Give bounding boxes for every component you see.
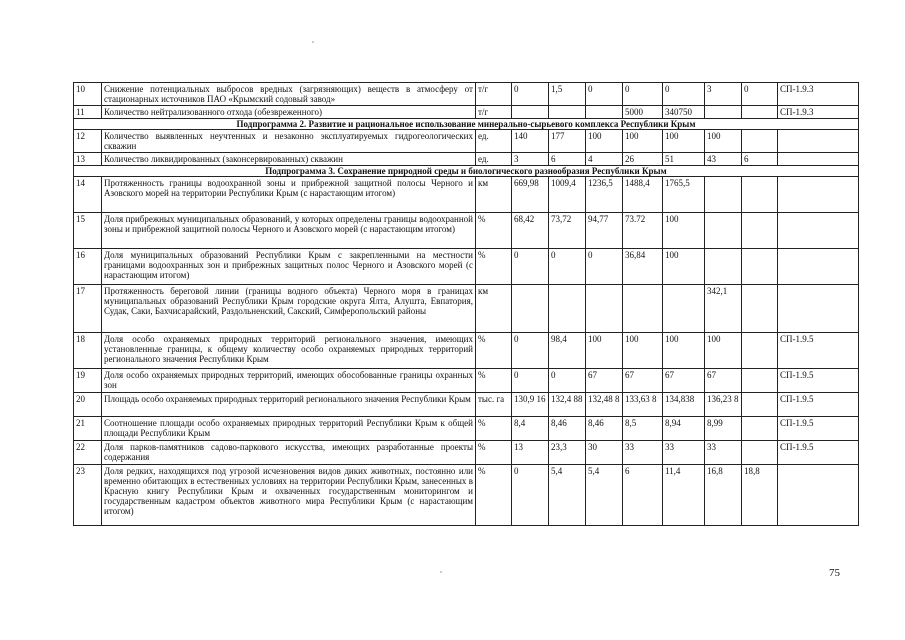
value-cell: 0 xyxy=(512,465,549,526)
table-row xyxy=(74,153,859,166)
table-row xyxy=(74,213,859,249)
value-cell: 67 xyxy=(705,369,742,393)
value-cell: 67 xyxy=(586,369,623,393)
unit-cell: т/г xyxy=(476,106,512,119)
row-number-cell: 15 xyxy=(74,213,102,249)
value-cell: 100 xyxy=(705,333,742,369)
section-title: Подпрограмма 3. Сохранение природной среды и биологического разнообразия Республики Крым xyxy=(74,166,859,177)
value-cell: 132,48 8 xyxy=(586,393,623,417)
row-number-cell: 22 xyxy=(74,441,102,465)
indicator-name-cell: Доля парков-памятников садово-паркового искусства, имеющих разработанные проекты содержания xyxy=(102,441,476,465)
value-cell xyxy=(586,285,623,333)
value-cell: 73,72 xyxy=(549,213,586,249)
reference-cell xyxy=(778,213,859,249)
value-cell: 73.72 xyxy=(623,213,663,249)
section-header-row xyxy=(74,119,859,130)
row-number-cell: 18 xyxy=(74,333,102,369)
table-row xyxy=(74,106,859,119)
reference-cell: СП-1.9.5 xyxy=(778,333,859,369)
value-cell xyxy=(742,249,778,285)
row-number-cell: 11 xyxy=(74,106,102,119)
value-cell: 30 xyxy=(586,441,623,465)
value-cell xyxy=(705,106,742,119)
value-cell: 8,46 xyxy=(549,417,586,441)
value-cell: 134,838 xyxy=(663,393,705,417)
reference-cell: СП-1.9.5 xyxy=(778,393,859,417)
value-cell xyxy=(742,417,778,441)
value-cell: 23,3 xyxy=(549,441,586,465)
value-cell: 100 xyxy=(705,130,742,153)
value-cell: 130,9 16 xyxy=(512,393,549,417)
reference-cell: СП-1.9.5 xyxy=(778,417,859,441)
value-cell xyxy=(663,285,705,333)
value-cell: 1009,4 xyxy=(549,177,586,213)
row-number-cell: 13 xyxy=(74,153,102,166)
value-cell xyxy=(742,213,778,249)
value-cell: 13 xyxy=(512,441,549,465)
value-cell xyxy=(742,285,778,333)
row-number-cell: 12 xyxy=(74,130,102,153)
page-number: 75 xyxy=(829,567,840,579)
table-row xyxy=(74,333,859,369)
row-number-cell: 14 xyxy=(74,177,102,213)
reference-cell: СП-1.9.5 xyxy=(778,369,859,393)
value-cell: 8,46 xyxy=(586,417,623,441)
reference-cell xyxy=(778,465,859,526)
value-cell: 100 xyxy=(586,333,623,369)
value-cell: 133,63 8 xyxy=(623,393,663,417)
unit-cell: ед. xyxy=(476,153,512,166)
value-cell: 140 xyxy=(512,130,549,153)
value-cell: 1765,5 xyxy=(663,177,705,213)
value-cell: 0 xyxy=(663,83,705,106)
table-row xyxy=(74,417,859,441)
value-cell: 342,1 xyxy=(705,285,742,333)
scan-speck xyxy=(312,41,314,43)
value-cell xyxy=(705,177,742,213)
indicator-name-cell: Количество ликвидированных (законсервированных) скважин xyxy=(102,153,476,166)
section-title: Подпрограмма 2. Развитие и рациональное использование минерально-сырьевого комплекса Республики Крым xyxy=(74,119,859,130)
scan-speck xyxy=(440,571,442,573)
indicator-name-cell: Снижение потенциальных выбросов вредных (загрязняющих) веществ в атмосферу от стационарных источников ПАО «Крымский содовый завод» xyxy=(102,83,476,106)
reference-cell xyxy=(778,177,859,213)
value-cell: 43 xyxy=(705,153,742,166)
value-cell: 67 xyxy=(623,369,663,393)
row-number-cell: 10 xyxy=(74,83,102,106)
value-cell: 0 xyxy=(549,369,586,393)
value-cell: 0 xyxy=(742,83,778,106)
value-cell: 0 xyxy=(586,249,623,285)
value-cell xyxy=(623,285,663,333)
table-row xyxy=(74,441,859,465)
unit-cell: ед. xyxy=(476,130,512,153)
value-cell: 3 xyxy=(705,83,742,106)
value-cell: 340750 xyxy=(663,106,705,119)
indicator-name-cell: Доля особо охраняемых природных территорий регионального значения, имеющих установленные границы, к общему количеству особо охраняемых природных территорий регионального значения Республики Крым xyxy=(102,333,476,369)
table-row xyxy=(74,249,859,285)
value-cell: 4 xyxy=(586,153,623,166)
value-cell xyxy=(705,213,742,249)
value-cell: 6 xyxy=(623,465,663,526)
value-cell: 100 xyxy=(663,130,705,153)
value-cell xyxy=(742,393,778,417)
value-cell: 100 xyxy=(623,333,663,369)
value-cell: 1,5 xyxy=(549,83,586,106)
indicator-name-cell: Количество нейтрализованного отхода (обезвреженного) xyxy=(102,106,476,119)
value-cell: 0 xyxy=(512,369,549,393)
value-cell: 6 xyxy=(742,153,778,166)
reference-cell: СП-1.9.5 xyxy=(778,441,859,465)
table-body xyxy=(74,83,859,526)
table-row xyxy=(74,130,859,153)
unit-cell: % xyxy=(476,417,512,441)
indicator-name-cell: Количество выявленных неучтенных и незаконно эксплуатируемых гидрогеологических скважин xyxy=(102,130,476,153)
value-cell: 18,8 xyxy=(742,465,778,526)
value-cell: 11,4 xyxy=(663,465,705,526)
unit-cell: % xyxy=(476,249,512,285)
value-cell xyxy=(742,369,778,393)
value-cell: 0 xyxy=(512,333,549,369)
value-cell: 36,84 xyxy=(623,249,663,285)
value-cell: 26 xyxy=(623,153,663,166)
value-cell: 0 xyxy=(512,249,549,285)
value-cell: 177 xyxy=(549,130,586,153)
indicator-name-cell: Протяженность границы водоохранной зоны и прибрежной защитной полосы Черного и Азовского морей на территории Республики Крым (с нарастающим итогом) xyxy=(102,177,476,213)
row-number-cell: 17 xyxy=(74,285,102,333)
value-cell xyxy=(742,441,778,465)
value-cell xyxy=(742,130,778,153)
value-cell: 100 xyxy=(663,249,705,285)
value-cell: 0 xyxy=(623,83,663,106)
unit-cell: км xyxy=(476,285,512,333)
indicator-name-cell: Доля редких, находящихся под угрозой исчезновения видов диких животных, постоянно или временно обитающих в естественных условиях на территории Республики Крым, занесенных в Красную книгу Республики Крым и охваченных государственным мониторингом и государственным кадастром объектов животного мира Республики Крым (с нарастающим итогом) xyxy=(102,465,476,526)
value-cell: 3 xyxy=(512,153,549,166)
value-cell xyxy=(512,106,549,119)
table-row xyxy=(74,393,859,417)
row-number-cell: 19 xyxy=(74,369,102,393)
unit-cell: % xyxy=(476,465,512,526)
row-number-cell: 16 xyxy=(74,249,102,285)
value-cell: 100 xyxy=(586,130,623,153)
value-cell: 33 xyxy=(663,441,705,465)
value-cell: 33 xyxy=(623,441,663,465)
value-cell: 8,5 xyxy=(623,417,663,441)
value-cell: 67 xyxy=(663,369,705,393)
value-cell xyxy=(512,285,549,333)
unit-cell: % xyxy=(476,213,512,249)
value-cell xyxy=(586,106,623,119)
unit-cell: км xyxy=(476,177,512,213)
value-cell: 8,4 xyxy=(512,417,549,441)
value-cell: 669,98 xyxy=(512,177,549,213)
row-number-cell: 20 xyxy=(74,393,102,417)
value-cell: 33 xyxy=(705,441,742,465)
section-header-row xyxy=(74,166,859,177)
value-cell: 5000 xyxy=(623,106,663,119)
unit-cell: % xyxy=(476,333,512,369)
unit-cell: тыс. га xyxy=(476,393,512,417)
value-cell xyxy=(549,285,586,333)
indicator-name-cell: Площадь особо охраняемых природных территорий регионального значения Республики Крым xyxy=(102,393,476,417)
value-cell: 0 xyxy=(512,83,549,106)
indicator-name-cell: Доля прибрежных муниципальных образований, у которых определены границы водоохранной зоны и прибрежной защитной полосы Черного и Азовского морей (с нарастающим итогом) xyxy=(102,213,476,249)
value-cell: 1488,4 xyxy=(623,177,663,213)
value-cell: 100 xyxy=(663,333,705,369)
value-cell xyxy=(742,333,778,369)
value-cell xyxy=(742,177,778,213)
unit-cell: % xyxy=(476,441,512,465)
indicator-name-cell: Соотношение площади особо охраняемых природных территорий Республики Крым к общей площади Республики Крым xyxy=(102,417,476,441)
value-cell: 8,94 xyxy=(663,417,705,441)
value-cell: 132,4 88 xyxy=(549,393,586,417)
table-row xyxy=(74,465,859,526)
value-cell: 51 xyxy=(663,153,705,166)
value-cell xyxy=(742,106,778,119)
value-cell: 100 xyxy=(663,213,705,249)
table-row xyxy=(74,83,859,106)
value-cell: 5,4 xyxy=(586,465,623,526)
value-cell: 68,42 xyxy=(512,213,549,249)
row-number-cell: 23 xyxy=(74,465,102,526)
value-cell: 100 xyxy=(623,130,663,153)
value-cell: 136,23 8 xyxy=(705,393,742,417)
table-row xyxy=(74,369,859,393)
value-cell xyxy=(549,106,586,119)
reference-cell: СП-1.9.3 xyxy=(778,83,859,106)
reference-cell xyxy=(778,153,859,166)
row-number-cell: 21 xyxy=(74,417,102,441)
value-cell: 0 xyxy=(549,249,586,285)
value-cell: 94,77 xyxy=(586,213,623,249)
value-cell: 6 xyxy=(549,153,586,166)
value-cell: 8,99 xyxy=(705,417,742,441)
table-row xyxy=(74,177,859,213)
unit-cell: т/г xyxy=(476,83,512,106)
indicator-name-cell: Доля муниципальных образований Республики Крым с закрепленными на местности границами водоохранных зон и прибрежных защитных полос Черного и Азовского морей (с нарастающим итогом) xyxy=(102,249,476,285)
value-cell: 5,4 xyxy=(549,465,586,526)
reference-cell: СП-1.9.3 xyxy=(778,106,859,119)
reference-cell xyxy=(778,249,859,285)
value-cell: 0 xyxy=(586,83,623,106)
unit-cell: % xyxy=(476,369,512,393)
table-row xyxy=(74,285,859,333)
reference-cell xyxy=(778,130,859,153)
value-cell: 16,8 xyxy=(705,465,742,526)
value-cell: 98,4 xyxy=(549,333,586,369)
indicator-name-cell: Доля особо охраняемых природных территорий, имеющих обособованные границы охранных зон xyxy=(102,369,476,393)
value-cell: 1236,5 xyxy=(586,177,623,213)
reference-cell xyxy=(778,285,859,333)
indicator-name-cell: Протяженность береговой линии (границы водного объекта) Черного моря в границах муниципальных образований Республики Крым городские округа Ялта, Алушта, Евпатория, Судак, Саки, Бахчисарайский, Раздольненский, Сакский, Симферопольский районы xyxy=(102,285,476,333)
value-cell xyxy=(705,249,742,285)
indicators-table xyxy=(73,82,859,526)
